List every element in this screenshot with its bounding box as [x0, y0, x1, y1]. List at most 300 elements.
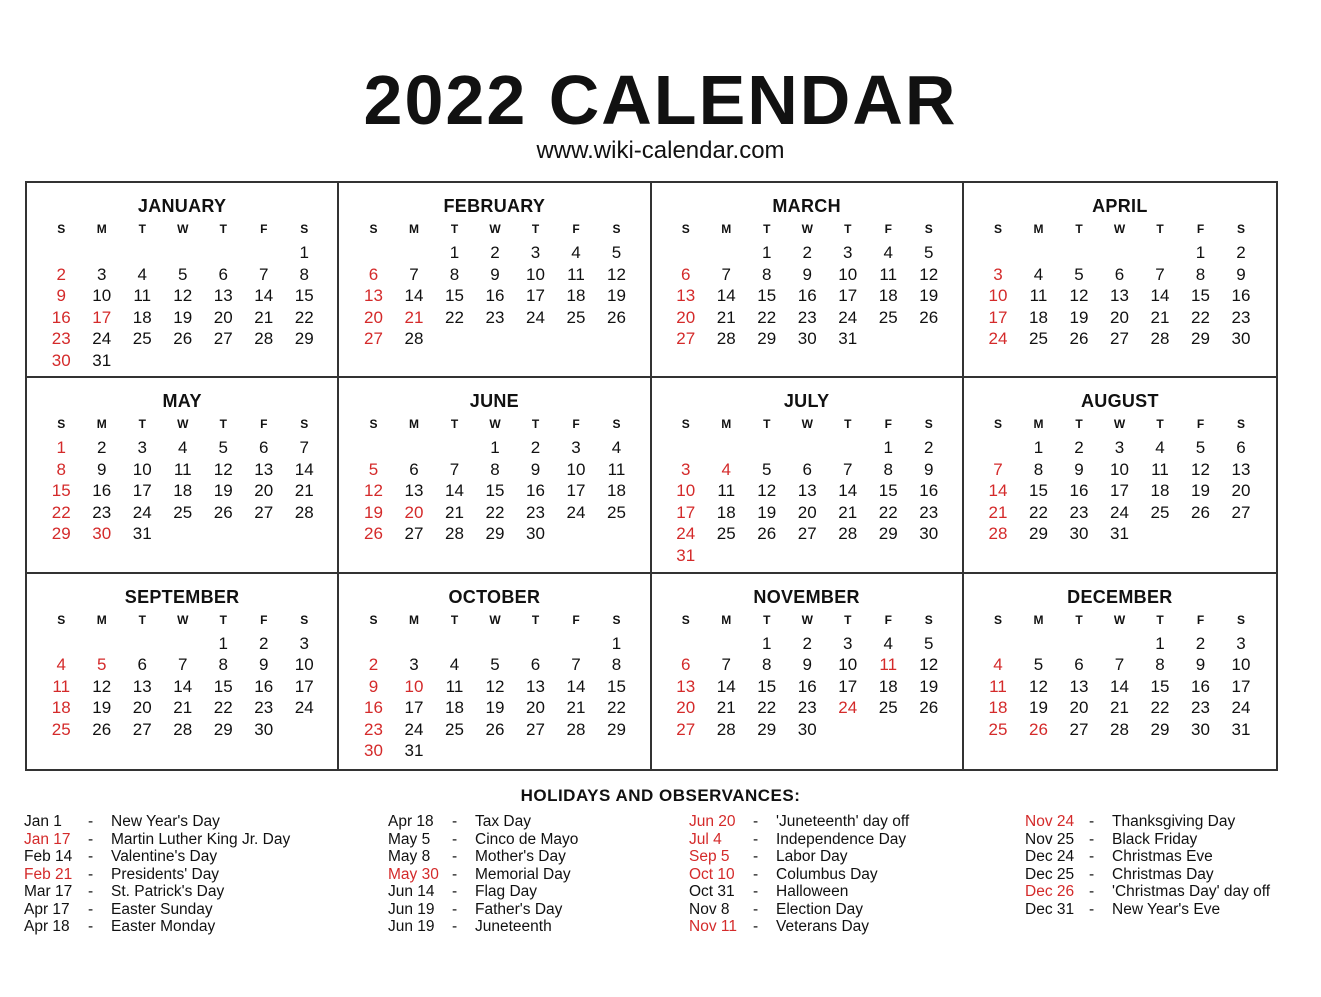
empty-day-cell [666, 437, 707, 459]
days-grid [978, 415, 1276, 545]
day-cell: 22 [757, 307, 777, 327]
day-cell: 12 [919, 655, 939, 675]
month-july [652, 378, 964, 573]
day-cell: 18 [1029, 307, 1048, 327]
day-cell: 7 [843, 459, 853, 479]
weekday-header: T [219, 612, 227, 627]
day-cell: 10 [132, 459, 152, 479]
holiday-date: Oct 10 [689, 865, 735, 883]
day-cell: 1 [611, 633, 622, 653]
holiday-name: Independence Day [776, 830, 907, 848]
weekday-header: S [1236, 222, 1245, 236]
day-cell: 23 [1231, 307, 1251, 327]
day-cell: 6 [681, 655, 691, 675]
day-cell: 23 [254, 698, 274, 718]
day-cell: 25 [1150, 502, 1170, 522]
month-name: OCTOBER [448, 586, 541, 607]
holiday-separator: - [1089, 813, 1095, 830]
weekday-header: F [572, 222, 580, 236]
day-cell: 23 [51, 329, 71, 348]
day-cell: 23 [485, 307, 505, 327]
holiday-date: Dec 25 [1025, 865, 1075, 883]
day-cell: 29 [757, 329, 777, 348]
empty-day-cell [244, 242, 285, 264]
holiday-name: Christmas Eve [1112, 848, 1213, 865]
day-cell: 30 [797, 329, 817, 348]
month-september [27, 574, 339, 769]
holiday-column [24, 813, 290, 936]
day-cell: 15 [1191, 286, 1210, 305]
holiday-date: Jul 4 [689, 830, 722, 848]
day-cell: 20 [1069, 698, 1089, 718]
day-cell: 1 [1155, 633, 1165, 653]
day-cell: 26 [364, 524, 383, 544]
day-cell: 10 [676, 481, 696, 501]
day-cell: 29 [1150, 719, 1170, 739]
day-cell: 10 [838, 655, 858, 675]
day-cell: 5 [97, 655, 107, 675]
empty-day-cell [978, 242, 1019, 264]
day-cell: 8 [218, 655, 228, 675]
day-cell: 18 [566, 286, 586, 305]
weekday-header: S [369, 222, 378, 236]
days-grid [666, 220, 962, 350]
day-cell: 14 [716, 676, 736, 696]
holiday-name: New Year's Day [111, 813, 220, 830]
day-cell: 14 [838, 481, 858, 501]
holiday-separator: - [452, 848, 458, 865]
day-cell: 6 [1074, 655, 1084, 675]
day-cell: 18 [1150, 481, 1170, 501]
day-cell: 24 [404, 719, 424, 739]
day-cell: 17 [988, 307, 1008, 327]
empty-day-cell [394, 242, 435, 264]
days-grid [978, 611, 1276, 741]
day-cell: 3 [1236, 633, 1246, 653]
month-january [27, 183, 339, 378]
day-cell: 25 [988, 719, 1008, 739]
holiday-column [1025, 813, 1270, 918]
day-cell: 13 [797, 481, 817, 501]
day-cell: 19 [1029, 698, 1048, 718]
day-cell: 9 [802, 655, 812, 675]
day-cell: 15 [294, 286, 314, 305]
day-cell: 7 [571, 655, 581, 675]
day-cell: 15 [757, 676, 777, 696]
weekday-header: S [681, 222, 690, 236]
day-cell: 23 [797, 698, 817, 718]
day-cell: 19 [1191, 481, 1210, 501]
month-may [27, 378, 339, 573]
day-cell: 3 [530, 243, 541, 262]
day-cell: 24 [676, 524, 696, 544]
holiday-separator: - [452, 883, 458, 900]
day-cell: 31 [132, 524, 152, 544]
day-cell: 28 [1150, 329, 1170, 348]
empty-day-cell [163, 633, 204, 655]
day-cell: 9 [1195, 655, 1206, 675]
days-grid [353, 415, 649, 545]
weekday-header: T [763, 417, 771, 432]
weekday-header: T [219, 417, 227, 432]
day-cell: 26 [919, 698, 939, 718]
day-cell: 8 [1195, 264, 1206, 284]
day-cell: 26 [1069, 329, 1089, 348]
day-cell: 21 [566, 698, 586, 718]
day-cell: 9 [530, 459, 541, 479]
holiday-row [1025, 901, 1270, 919]
holiday-date: May 8 [388, 848, 431, 865]
day-cell: 29 [294, 329, 314, 348]
day-cell: 25 [566, 307, 586, 327]
empty-day-cell [1140, 242, 1181, 264]
holiday-date: Apr 18 [24, 918, 70, 935]
day-cell: 16 [797, 676, 817, 696]
holiday-row [24, 831, 290, 849]
weekday-header: M [1033, 417, 1044, 432]
day-cell: 21 [838, 502, 858, 522]
holiday-date: Sep 5 [689, 848, 730, 865]
holiday-separator: - [452, 900, 458, 918]
holiday-name: Veterans Day [776, 918, 870, 935]
month-name: JULY [783, 391, 830, 412]
weekday-header: M [721, 612, 732, 627]
day-cell: 27 [254, 502, 274, 522]
holiday-row [1025, 831, 1270, 849]
holiday-name: Martin Luther King Jr. Day [111, 830, 291, 848]
day-cell: 21 [173, 698, 193, 718]
weekday-header: F [884, 612, 892, 627]
day-cell: 23 [364, 719, 383, 739]
day-cell: 29 [213, 719, 233, 739]
weekday-header: F [572, 612, 580, 627]
month-march [652, 183, 964, 378]
day-cell: 1 [883, 438, 893, 458]
day-cell: 5 [924, 243, 934, 262]
weekday-header: T [763, 222, 771, 236]
day-cell: 20 [1231, 481, 1251, 501]
day-cell: 12 [364, 481, 383, 501]
day-cell: 10 [404, 676, 424, 696]
day-cell: 27 [132, 719, 152, 739]
day-cell: 8 [449, 264, 460, 284]
month-name: DECEMBER [1067, 586, 1173, 607]
day-cell: 21 [294, 481, 314, 501]
day-cell: 11 [989, 676, 1007, 696]
day-cell: 5 [924, 633, 934, 653]
holiday-row [689, 918, 909, 936]
empty-day-cell [706, 242, 747, 264]
day-cell: 5 [762, 459, 772, 479]
day-cell: 15 [757, 286, 777, 305]
day-cell: 23 [92, 502, 112, 522]
day-cell: 28 [445, 524, 464, 544]
holidays-title: HOLIDAYS AND OBSERVANCES: [520, 786, 801, 805]
holiday-date: Dec 31 [1025, 900, 1075, 918]
day-cell: 7 [409, 264, 419, 284]
day-cell: 17 [838, 676, 858, 696]
holiday-name: New Year's Eve [1112, 900, 1221, 918]
holiday-separator: - [1089, 883, 1095, 900]
empty-day-cell [1099, 242, 1140, 264]
day-cell: 27 [213, 329, 233, 348]
weekday-header: T [1075, 612, 1083, 627]
day-cell: 21 [254, 307, 274, 327]
day-cell: 2 [368, 655, 379, 675]
day-cell: 5 [1033, 655, 1044, 675]
holiday-separator: - [88, 883, 94, 900]
day-cell: 28 [838, 524, 858, 544]
holiday-row [24, 918, 290, 936]
holiday-separator: - [452, 918, 458, 935]
holiday-row [1025, 848, 1270, 866]
holiday-date: Dec 24 [1025, 848, 1075, 865]
day-cell: 6 [259, 438, 269, 458]
day-cell: 3 [1114, 438, 1125, 458]
empty-day-cell [515, 633, 556, 655]
day-cell: 13 [1231, 459, 1251, 479]
day-cell: 8 [1155, 655, 1165, 675]
day-cell: 12 [213, 459, 233, 479]
day-cell: 2 [924, 438, 934, 458]
day-cell: 22 [51, 502, 71, 522]
weekday-header: S [612, 417, 621, 432]
weekday-header: S [57, 417, 66, 432]
day-cell: 22 [445, 307, 464, 327]
days-grid [666, 611, 962, 741]
holiday-date: May 5 [388, 830, 431, 848]
holiday-row [388, 883, 578, 901]
weekday-header: W [489, 417, 501, 432]
day-cell: 22 [294, 307, 314, 327]
weekday-header: W [489, 222, 501, 236]
day-cell: 30 [1191, 719, 1210, 739]
day-cell: 9 [802, 264, 812, 284]
day-cell: 11 [1029, 286, 1048, 305]
empty-day-cell [1018, 242, 1059, 264]
holiday-name: Labor Day [776, 848, 848, 865]
weekday-header: M [721, 417, 732, 432]
day-cell: 30 [1069, 524, 1089, 544]
weekday-header: M [1033, 222, 1044, 236]
weekday-header: M [409, 417, 419, 432]
holiday-separator: - [753, 918, 759, 935]
day-cell: 14 [716, 286, 736, 305]
holiday-name: Easter Monday [111, 918, 216, 935]
day-cell: 22 [1150, 698, 1170, 718]
weekday-header: T [450, 417, 459, 432]
empty-day-cell [706, 437, 747, 459]
holiday-date: Jun 19 [388, 900, 435, 918]
holiday-date: Nov 11 [689, 918, 737, 935]
day-cell: 2 [530, 438, 541, 458]
day-cell: 11 [717, 481, 736, 501]
day-cell: 14 [445, 481, 464, 501]
day-cell: 29 [757, 719, 777, 739]
holiday-separator: - [753, 813, 759, 830]
day-cell: 25 [878, 307, 898, 327]
weekday-header: M [409, 222, 419, 236]
weekday-header: F [572, 417, 580, 432]
holiday-date: Jan 17 [24, 830, 71, 848]
day-cell: 10 [838, 264, 858, 284]
day-cell: 5 [611, 243, 622, 262]
day-cell: 29 [878, 524, 898, 544]
day-cell: 15 [1029, 481, 1048, 501]
weekday-header: T [844, 417, 852, 432]
holiday-date: Nov 8 [689, 900, 730, 918]
holiday-name: Tax Day [475, 813, 531, 830]
day-cell: 13 [1110, 286, 1129, 305]
day-cell: 5 [218, 438, 228, 458]
day-cell: 14 [254, 286, 274, 305]
day-cell: 30 [92, 524, 112, 544]
holiday-name: St. Patrick's Day [111, 883, 225, 900]
day-cell: 29 [1191, 329, 1210, 348]
month-june [339, 378, 651, 573]
weekday-header: T [1075, 222, 1083, 236]
holiday-row [24, 813, 290, 831]
weekday-header: S [681, 612, 690, 627]
day-cell: 14 [1110, 676, 1129, 696]
day-cell: 28 [1110, 719, 1129, 739]
empty-day-cell [353, 437, 394, 459]
day-cell: 17 [294, 676, 314, 696]
empty-day-cell [41, 633, 82, 655]
holiday-name: Father's Day [475, 900, 563, 918]
day-cell: 18 [173, 481, 193, 501]
empty-day-cell [706, 633, 747, 655]
empty-day-cell [1018, 633, 1059, 655]
holiday-date: Feb 21 [24, 865, 73, 883]
holiday-row [24, 901, 290, 919]
weekday-header: T [1156, 612, 1164, 627]
day-cell: 17 [526, 286, 545, 305]
holiday-row [689, 813, 909, 831]
weekday-header: F [1196, 222, 1205, 236]
day-cell: 2 [97, 438, 107, 458]
weekday-header: W [177, 222, 189, 236]
holiday-name: Flag Day [475, 883, 538, 900]
day-cell: 21 [716, 307, 736, 327]
holiday-row [24, 883, 290, 901]
empty-day-cell [353, 242, 394, 264]
day-cell: 10 [988, 286, 1008, 305]
day-cell: 12 [92, 676, 112, 696]
day-cell: 20 [254, 481, 274, 501]
day-cell: 31 [404, 741, 424, 761]
day-cell: 4 [883, 633, 893, 653]
day-cell: 10 [1231, 655, 1251, 675]
day-cell: 21 [445, 502, 464, 522]
empty-day-cell [747, 437, 788, 459]
weekday-header: T [844, 612, 852, 627]
weekday-header: T [763, 612, 771, 627]
month-february [339, 183, 651, 378]
holiday-name: Black Friday [1112, 830, 1198, 848]
holiday-name: 'Christmas Day' day off [1112, 883, 1271, 900]
weekday-header: S [1236, 417, 1245, 432]
holiday-separator: - [753, 883, 759, 900]
day-cell: 9 [368, 676, 379, 696]
month-november [652, 574, 964, 769]
day-cell: 28 [173, 719, 193, 739]
day-cell: 3 [409, 655, 419, 675]
day-cell: 2 [56, 264, 66, 284]
day-cell: 25 [607, 502, 626, 522]
day-cell: 21 [716, 698, 736, 718]
holiday-separator: - [452, 813, 458, 830]
day-cell: 18 [132, 307, 152, 327]
day-cell: 4 [611, 438, 622, 458]
day-cell: 16 [797, 286, 817, 305]
month-name: MAY [162, 391, 202, 412]
day-cell: 5 [1195, 438, 1206, 458]
weekday-header: W [1113, 417, 1126, 432]
day-cell: 31 [92, 350, 112, 370]
day-cell: 2 [1074, 438, 1084, 458]
day-cell: 10 [526, 264, 545, 284]
day-cell: 14 [173, 676, 193, 696]
day-cell: 30 [254, 719, 274, 739]
day-cell: 31 [1231, 719, 1251, 739]
day-cell: 26 [757, 524, 777, 544]
holiday-separator: - [753, 865, 759, 883]
day-cell: 7 [259, 264, 269, 284]
day-cell: 6 [530, 655, 541, 675]
holiday-date: Dec 26 [1025, 883, 1075, 900]
day-cell: 9 [490, 264, 500, 284]
weekday-header: F [260, 417, 268, 432]
empty-day-cell [666, 242, 707, 264]
day-cell: 7 [299, 438, 309, 458]
day-cell: 24 [1231, 698, 1251, 718]
weekday-header: M [721, 222, 732, 236]
holiday-name: Columbus Day [776, 865, 878, 883]
holiday-row [689, 883, 909, 901]
day-cell: 18 [878, 286, 898, 305]
day-cell: 19 [919, 676, 939, 696]
day-cell: 29 [607, 719, 626, 739]
day-cell: 24 [132, 502, 152, 522]
day-cell: 11 [879, 264, 898, 284]
weekday-header: T [531, 612, 540, 627]
day-cell: 16 [1231, 286, 1251, 305]
day-cell: 2 [802, 243, 812, 262]
holiday-separator: - [753, 848, 759, 865]
day-cell: 10 [92, 286, 112, 305]
day-cell: 4 [721, 459, 731, 479]
day-cell: 28 [294, 502, 314, 522]
day-cell: 27 [1069, 719, 1089, 739]
weekday-header: F [260, 612, 268, 627]
day-cell: 30 [797, 719, 817, 739]
empty-day-cell [394, 437, 435, 459]
day-cell: 31 [838, 329, 858, 348]
day-cell: 14 [1150, 286, 1170, 305]
holiday-row [1025, 866, 1270, 884]
month-name: APRIL [1092, 196, 1148, 216]
day-cell: 9 [56, 286, 66, 305]
day-cell: 8 [762, 264, 772, 284]
weekday-header: M [96, 417, 107, 432]
holiday-name: Juneteenth [475, 918, 552, 935]
day-cell: 13 [364, 286, 383, 305]
holiday-row [689, 901, 909, 919]
day-cell: 1 [299, 243, 309, 262]
days-grid [666, 415, 962, 566]
empty-day-cell [1059, 242, 1100, 264]
